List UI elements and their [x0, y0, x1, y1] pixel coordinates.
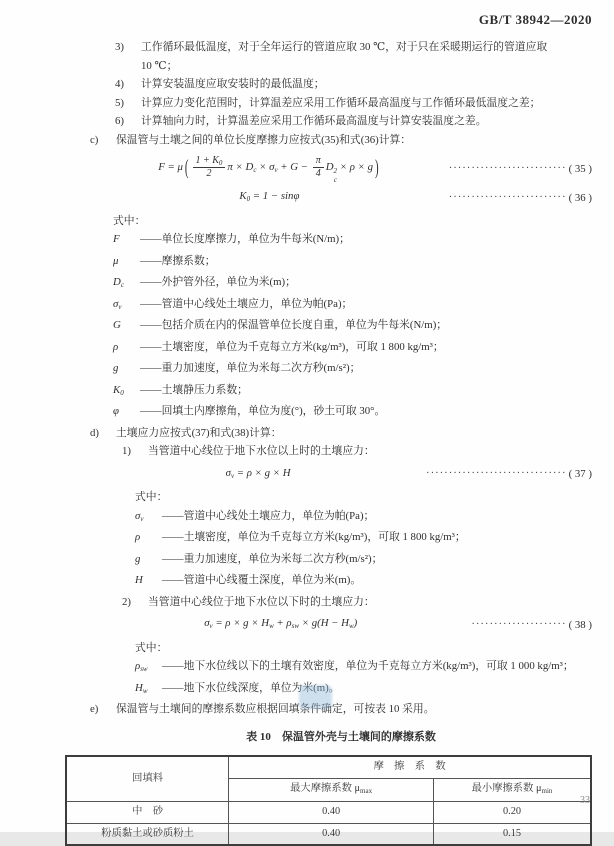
- formula-number: ( 38 ): [568, 618, 592, 631]
- definition-text: ——摩擦系数；: [140, 254, 216, 267]
- definition-text: ——土壤密度，单位为千克每立方米(kg/m³)，可取 1 800 kg/m³；: [162, 531, 466, 544]
- item-number: c): [90, 133, 99, 146]
- definition-row: [113, 295, 592, 317]
- definition-row: [135, 550, 592, 572]
- formula-term: × ρ × g: [337, 160, 373, 173]
- item-text-line1: 工作循环最低温度，对于全年运行的管道应取 30 ℃，对于只在采暖期运行的管道应取: [141, 41, 548, 53]
- formula-term: π × D: [227, 160, 254, 173]
- list-item-6: [115, 112, 592, 131]
- definition-row: [113, 338, 592, 360]
- formula-term: × g(H − H: [299, 617, 349, 630]
- where-label: 式中：: [135, 491, 168, 504]
- symbol: $\sigma_v$: [113, 297, 122, 311]
- fraction: [313, 155, 324, 179]
- formula-term: + ρ: [273, 617, 292, 630]
- definition-text: ——地下水位线深度，单位为米(m)。: [162, 681, 340, 694]
- formula-35-body: [90, 155, 449, 184]
- definition-text: ——管道中心线处土壤应力，单位为帕(Pa)；: [140, 297, 353, 310]
- item-number: 6): [115, 115, 124, 127]
- formula-term: F = μ: [158, 160, 183, 173]
- item-text: 当管道中心线位于地下水位以上时的土壤应力：: [148, 445, 375, 458]
- formula-term: ): [353, 617, 358, 630]
- formula-term: D: [325, 160, 334, 173]
- subscript: v: [274, 165, 278, 174]
- list-item-c: [90, 131, 592, 150]
- formula-leader: ··························: [448, 191, 567, 203]
- fraction-numerator: π: [313, 155, 324, 168]
- subscript: 0: [246, 195, 251, 204]
- definition-row: [113, 273, 592, 295]
- formula-leader: ·····················: [471, 618, 567, 630]
- table-cell-mu-min: 0.20: [434, 802, 592, 824]
- symbol: ρ: [113, 340, 119, 353]
- formula-term: = 1 − sinφ: [250, 190, 300, 203]
- definition-text: ——地下水位线以下的土壤有效密度，单位为千克每立方米(kg/m³)，可取 1 000 kg/m³；: [162, 660, 574, 673]
- symbol: g: [135, 552, 141, 565]
- item-number: 5): [115, 96, 124, 109]
- item-number: e): [90, 703, 99, 716]
- item-number: d): [90, 426, 99, 439]
- definition-text: ——管道中心线处土壤应力，单位为帕(Pa)；: [162, 509, 375, 522]
- formula-38: [90, 614, 592, 636]
- list-item-d2: [122, 593, 592, 612]
- symbol: g: [113, 362, 119, 375]
- where-label: 式中：: [113, 214, 146, 227]
- formula-number: ( 36 ): [568, 191, 592, 204]
- list-item-d: [90, 424, 592, 443]
- list-item-4: [115, 75, 592, 94]
- symbol: H: [135, 574, 143, 587]
- definition-text: ——外护管外径，单位为米(m)；: [140, 276, 296, 289]
- item-text: 计算应力变化范围时，计算温差应采用工作循环最高温度与工作循环最低温度之差；: [141, 96, 541, 109]
- formula-leader: ··························: [448, 163, 567, 175]
- list-item-5: [115, 94, 592, 113]
- item-text: 当管道中心线位于地下水位以下时的土壤应力：: [148, 595, 375, 608]
- table-header-mu-min: 最小摩擦系数 $\mu_{min}$: [434, 778, 592, 802]
- definition-text: ——重力加速度，单位为米每二次方秒(m/s²)；: [140, 362, 361, 375]
- definition-text: ——管道中心线覆土深度，单位为米(m)。: [162, 574, 362, 587]
- formula-term: + G −: [277, 160, 311, 173]
- fraction: [193, 155, 226, 180]
- formula-term: = ρ × g × H: [234, 466, 291, 479]
- formula-term: × σ: [256, 160, 275, 173]
- table-10: [65, 755, 592, 846]
- item-number: 3): [115, 41, 124, 53]
- symbol: $H_w$: [135, 681, 148, 695]
- table-cell-mu-max: 0.40: [229, 823, 434, 845]
- table-header-fill-material: 回填料: [66, 756, 229, 802]
- symbol: $\sigma_v$: [135, 509, 144, 523]
- table-cell-mu-min: 0.15: [434, 823, 592, 845]
- definition-row: [135, 507, 592, 529]
- subscript: v: [230, 471, 235, 480]
- definition-row: [113, 252, 592, 274]
- item-number: 2): [122, 595, 131, 608]
- formula-38-body: [90, 614, 471, 636]
- symbol: $D_c$: [113, 276, 124, 290]
- definition-row: [135, 528, 592, 550]
- watermark: [299, 685, 332, 709]
- item-number: 1): [122, 445, 131, 458]
- definitions-d1: [135, 507, 592, 593]
- definition-text: ——包括介质在内的保温管单位长度自重，单位为牛每米(N/m)；: [140, 319, 448, 332]
- item-text: 计算轴向力时，计算温差应采用工作循环最高温度与计算安装温度之差。: [141, 115, 487, 127]
- table-header-row-1: [66, 756, 591, 778]
- list-item-d1: [122, 442, 592, 461]
- doc-number: GB/T 38942—2020: [478, 12, 592, 27]
- definition-text: ——回填土内摩擦角，单位为度(°)，砂土可取 30°。: [140, 405, 386, 418]
- symbol: $\rho_{sw}$: [135, 660, 148, 674]
- symbol: F: [113, 233, 120, 246]
- formula-number: ( 37 ): [568, 468, 592, 481]
- symbol: μ: [113, 254, 119, 267]
- table-row: [66, 802, 591, 824]
- definition-text: ——重力加速度，单位为米每二次方秒(m/s²)；: [162, 552, 383, 565]
- table-cell-material: 粉质黏土或砂质粉土: [66, 823, 229, 845]
- definition-row: [135, 679, 592, 701]
- right-paren: ): [375, 155, 379, 180]
- item-text: [141, 38, 592, 75]
- formula-term: K: [239, 190, 247, 203]
- list-item-3: [115, 38, 592, 75]
- formula-term: σ: [225, 466, 231, 479]
- definitions-d2: [135, 657, 592, 700]
- definition-row: [113, 381, 592, 403]
- item-number: 4): [115, 78, 124, 90]
- subscript: c: [253, 165, 257, 174]
- page-content: [90, 38, 592, 846]
- formula-term: σ: [204, 617, 210, 630]
- formula-leader: ·······························: [426, 468, 567, 480]
- subscript: w: [269, 622, 274, 631]
- formula-36: [90, 187, 592, 209]
- left-paren: (: [184, 155, 189, 180]
- subscript: w: [348, 622, 354, 631]
- item-text: 保温管与土壤之间的单位长度摩擦力应按式(35)和式(36)计算：: [116, 133, 412, 146]
- subscript: v: [209, 622, 213, 631]
- definition-text: ——土壤静压力系数；: [140, 383, 248, 396]
- table-header-friction-group: 摩 擦 系 数: [229, 756, 591, 778]
- definition-row: [113, 316, 592, 338]
- symbol: $K_0$: [113, 383, 124, 397]
- table-row: [66, 823, 591, 845]
- fraction-denominator: 4: [315, 167, 321, 179]
- definition-row: [113, 402, 592, 424]
- symbol: G: [113, 319, 121, 332]
- table-title: 表 10 保温管外壳与土壤间的摩擦系数: [246, 730, 436, 743]
- definition-text: ——土壤密度，单位为千克每立方米(kg/m³)，可取 1 800 kg/m³；: [140, 340, 444, 353]
- definitions-c: [113, 230, 592, 424]
- formula-36-body: [90, 187, 449, 209]
- item-text: 计算安装温度应取安装时的最低温度；: [141, 78, 325, 90]
- table-cell-material: 中 砂: [66, 802, 229, 824]
- formula-number: ( 35 ): [568, 163, 592, 176]
- formula-37-body: [90, 464, 426, 486]
- formula-term: = ρ × g × H: [212, 617, 270, 630]
- item-text-line2: 10 ℃；: [141, 59, 178, 72]
- item-text: 土壤应力应按式(37)和式(38)计算：: [116, 426, 282, 439]
- symbol: φ: [113, 405, 119, 418]
- definition-row: [135, 657, 592, 679]
- sup-sub-stack: 2 c: [333, 166, 338, 184]
- table-cell-mu-max: 0.40: [229, 802, 434, 824]
- fraction-numerator: $1 + K_0$: [193, 155, 226, 168]
- item-text: 保温管与土壤间的摩擦系数应根据回填条件确定，可按表 10 采用。: [116, 703, 435, 716]
- subscript: sw: [291, 622, 300, 631]
- definition-row: [113, 359, 592, 381]
- symbol: ρ: [135, 531, 141, 544]
- definition-row: [113, 230, 592, 252]
- page-number: 33: [580, 795, 590, 806]
- definition-text: ——单位长度摩擦力，单位为牛每米(N/m)；: [140, 233, 350, 246]
- fraction-denominator: 2: [206, 168, 212, 180]
- list-item-e: [90, 700, 592, 719]
- where-label: 式中：: [135, 641, 168, 654]
- table-header-mu-max: 最大摩擦系数 $\mu_{max}$: [229, 778, 434, 802]
- formula-37: [90, 464, 592, 486]
- formula-35: [90, 155, 592, 184]
- definition-row: [135, 571, 592, 593]
